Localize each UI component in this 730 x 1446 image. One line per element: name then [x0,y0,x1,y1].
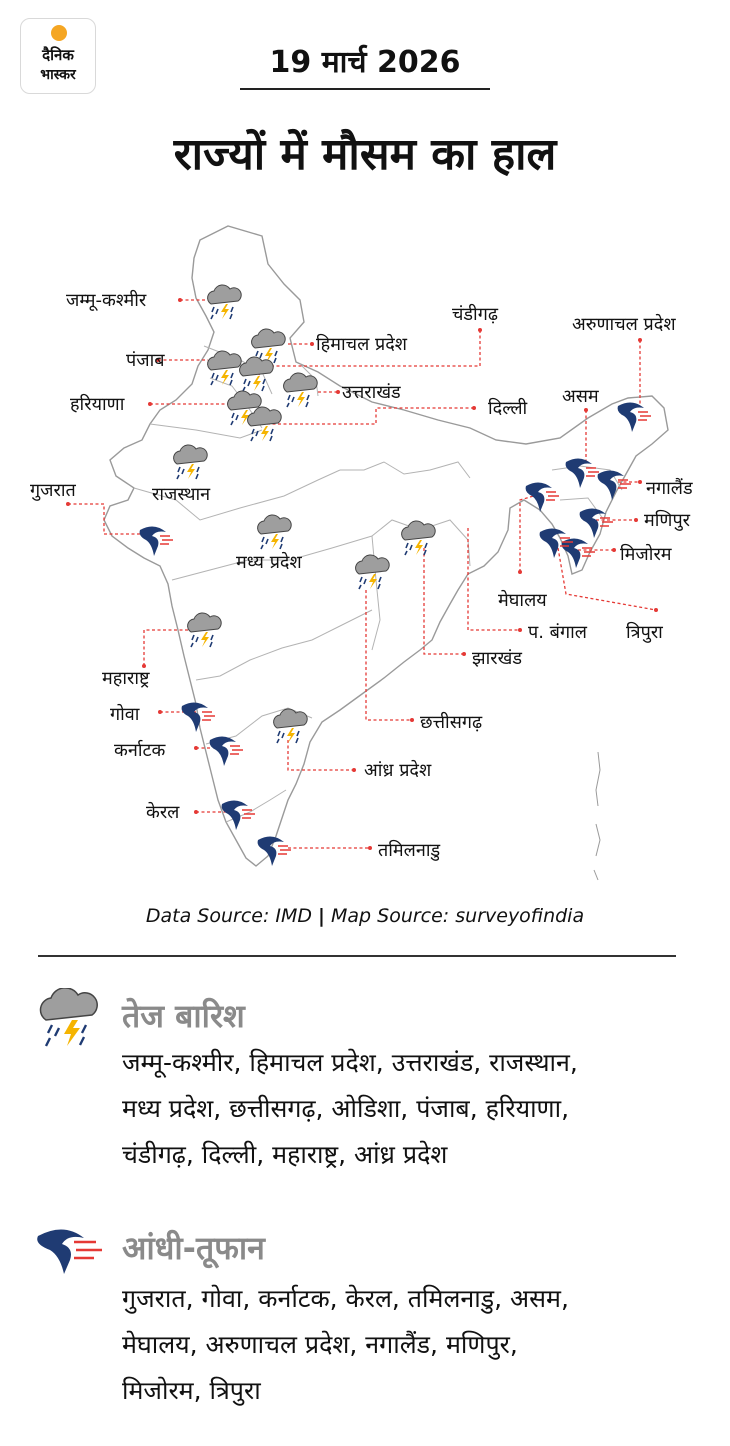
legend-storm-line-2: मेघालय, अरुणाचल प्रदेश, नगालैंड, मणिपुर, [122,1330,518,1359]
label-gujarat: गुजरात [30,480,76,501]
page-title: राज्यों में मौसम का हाल [173,129,557,180]
label-rajasthan: राजस्थान [152,484,211,505]
legend-storm-line-1: गुजरात, गोवा, कर्नाटक, केरल, तमिलनाडु, असम, [122,1284,569,1313]
label-jharkhand: झारखंड [472,648,522,669]
label-tn: तमिलनाडु [378,840,441,861]
label-manipur: मणिपुर [644,510,691,531]
andaman-islands [594,752,600,880]
label-himachal: हिमाचल प्रदेश [316,334,408,355]
source-credit [0,905,730,927]
legend-storm-title: आंधी-तूफान [122,1229,265,1267]
data-source: Data Source: IMD [145,905,313,927]
legend-rain-line-1: जम्मू-कश्मीर, हिमाचल प्रदेश, उत्तराखंड, राजस्थान, [122,1048,578,1077]
label-maharashtra: महाराष्ट्र [102,668,150,689]
map-source: Map Source: surveyofindia [331,905,585,927]
legend-storm-list [122,1276,702,1414]
label-mizoram: मिजोरम [620,544,672,565]
label-punjab: पंजाब [126,350,165,371]
label-tripura: त्रिपुरा [626,622,663,643]
source-separator: | [318,905,325,927]
label-meghalaya: मेघालय [498,590,547,611]
legend-rain-line-2: मध्य प्रदेश, छत्तीसगढ़, ओडिशा, पंजाब, हरियाणा, [122,1094,570,1123]
label-assam: असम [562,386,599,407]
date-heading: 19 मार्च 2026 [269,45,461,80]
legend-rain-line-3: चंडीगढ़, दिल्ली, महाराष्ट्र, आंध्र प्रदेश [122,1140,448,1169]
label-mp: मध्य प्रदेश [236,552,302,573]
legend-storm-line-3: मिजोरम, त्रिपुरा [122,1376,261,1405]
heavy-rain-thunder-icon [38,988,102,1052]
label-kerala: केरल [146,802,180,823]
legend-rain-list [122,1040,702,1178]
label-arunachal: अरुणाचल प्रदेश [572,314,676,335]
label-goa: गोवा [110,704,140,725]
brand-line-2: भास्कर [40,67,76,83]
label-jk: जम्मू-कश्मीर [66,290,147,311]
label-karnataka: कर्नाटक [114,740,166,761]
divider [38,955,676,957]
label-haryana: हरियाणा [70,394,125,415]
brand-line-1: दैनिक [42,46,74,64]
legend-rain-title: तेज बारिश [122,997,245,1035]
label-chhattisgarh: छत्तीसगढ़ [420,712,483,733]
label-delhi: दिल्ली [488,398,528,419]
storm-wind-icon [34,1222,106,1278]
label-uttarakhand: उत्तराखंड [342,382,401,403]
label-ap: आंध्र प्रदेश [364,760,432,781]
label-wb: प. बंगाल [528,622,587,643]
label-chandigarh: चंडीगढ़ [452,304,498,325]
label-nagaland: नगालैंड [646,478,693,499]
